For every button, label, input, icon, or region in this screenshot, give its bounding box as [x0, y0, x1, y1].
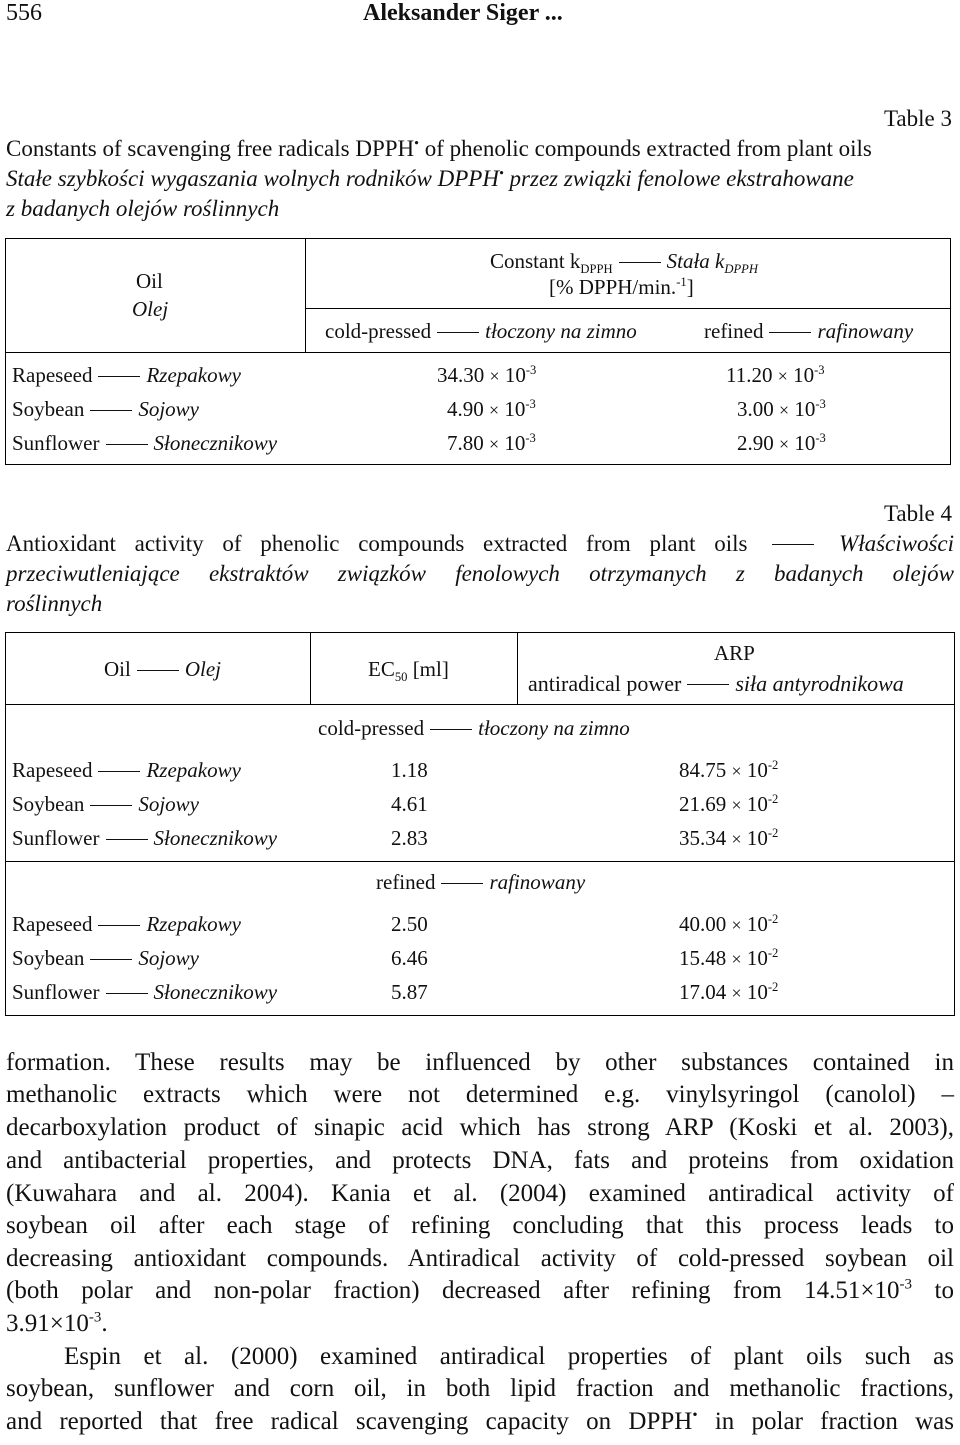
t4-row-oil: Sunflower Słonecznikowy [12, 980, 278, 1004]
t3-col-oil-en: Oil [136, 269, 163, 293]
t4-row-oil: Soybean Sojowy [12, 792, 199, 816]
body-line: and reported that free radical scavenging capacity on DPPH• in polar fraction was [6, 1407, 954, 1435]
t4-row-arp: $40.00 \times 10^{-2}$ [679, 912, 779, 936]
t4-row-ec: 2.50 [391, 912, 428, 936]
t4-row-oil: Rapeseed Rzepakowy [12, 912, 241, 936]
body-line: methanolic extracts which were not determined e.g. vinylsyringol (canolol) – [6, 1081, 954, 1108]
t4-row-oil: Rapeseed Rzepakowy [12, 758, 241, 782]
body-line: decreasing antioxidant compounds. Antiradical activity of cold-pressed soybean oil [6, 1245, 954, 1272]
t3-row-oil: Soybean Sojowy [12, 397, 199, 421]
body-line: soybean oil after each stage of refining concluding that this process leads to [6, 1212, 954, 1239]
body-line: and antibacterial properties, and protects DNA, fats and proteins from oxidation [6, 1147, 954, 1174]
t4-row-oil: Soybean Sojowy [12, 946, 199, 970]
t4-row-arp: $21.69 \times 10^{-2}$ [679, 792, 779, 816]
t4-col-arp-desc: antiradical power siła antyrodnikowa [528, 671, 904, 696]
t4-row-arp: $15.48 \times 10^{-2}$ [679, 946, 779, 970]
t4-row-ec: 1.18 [391, 758, 428, 782]
t4-row-ec: 6.46 [391, 946, 428, 970]
t3-col-refined: refined rafinowany [704, 319, 914, 343]
t3-row-oil: Sunflower Słonecznikowy [12, 431, 278, 455]
body-line: Espin et al. (2000) examined antiradical properties of plant oils such as [64, 1343, 954, 1370]
body-line: soybean, sunflower and corn oil, in both lipid fraction and methanolic fractions, [6, 1375, 954, 1402]
t3-row-cold: $34.30 \times 10^{-3}$ [437, 363, 537, 387]
t4-row-arp: $84.75 \times 10^{-2}$ [679, 758, 779, 782]
t4-col-ec: $EC_{50}$ [ml] [368, 657, 449, 685]
t3-col-oil-pl: Olej [132, 297, 169, 321]
t4-row-ec: 2.83 [391, 826, 428, 850]
t4-row-oil: Sunflower Słonecznikowy [12, 826, 278, 850]
body-line: formation. These results may be influenced by other substances contained in [6, 1049, 954, 1076]
body-line: (both polar and non-polar fraction) decreased after refining from $14.51\times 10^{-3}$ to [6, 1276, 954, 1304]
table3-caption-pl: Stałe szybkości wygaszania wolnych rodników DPPH• przez związki fenolowe ekstrahowane [6, 165, 854, 191]
t4-col-arp: ARP [714, 641, 755, 665]
t4-row-arp: $35.34 \times 10^{-2}$ [679, 826, 779, 850]
t4-section-refined: refined rafinowany [376, 870, 586, 894]
table4-caption: Antioxidant activity of phenolic compounds extracted from plant oils Właściwości [6, 531, 955, 556]
t3-row-cold: $4.90 \times 10^{-3}$ [447, 397, 536, 421]
table4-caption-3: roślinnych [6, 591, 103, 616]
t3-row-cold: $7.80 \times 10^{-3}$ [447, 431, 536, 455]
t4-row-ec: 4.61 [391, 792, 428, 816]
table4-label: Table 4 [883, 501, 952, 526]
t3-row-ref: $3.00 \times 10^{-3}$ [737, 397, 826, 421]
t3-col-unit: [% DPPH/min.$^{-1}$] [549, 275, 694, 299]
body-line: (Kuwahara and al. 2004). Kania et al. (2004) examined antiradical activity of [6, 1180, 954, 1207]
t3-col-const: Constant $k_{DPPH}$ Stała $k_{DPPH}$ [490, 249, 758, 277]
table3-label: Table 3 [883, 106, 952, 131]
t3-col-cold: cold-pressed tłoczony na zimno [325, 319, 637, 343]
t3-row-oil: Rapeseed Rzepakowy [12, 363, 241, 387]
table4-caption-2: przeciwutleniające ekstraktów związków fenolowych otrzymanych z badanych olejów [6, 561, 954, 586]
table3-caption-pl-2: z badanych olejów roślinnych [6, 196, 280, 221]
body-line: $3.91\times 10^{-3}$. [6, 1309, 108, 1337]
page-number: 556 [6, 0, 42, 26]
t3-row-ref: $2.90 \times 10^{-3}$ [737, 431, 826, 455]
t4-row-ec: 5.87 [391, 980, 428, 1004]
t4-col-oil: Oil Olej [104, 657, 221, 681]
running-head: Aleksander Siger ... [363, 0, 563, 26]
body-line: decarboxylation product of sinapic acid which has strong ARP (Koski et al. 2003), [6, 1114, 954, 1141]
table3-caption-en: Constants of scavenging free radicals DPPH• of phenolic compounds extracted from plant oils [6, 135, 872, 161]
t4-row-arp: $17.04 \times 10^{-2}$ [679, 980, 779, 1004]
t4-section-cold: cold-pressed tłoczony na zimno [318, 716, 630, 740]
t3-row-ref: $11.20 \times 10^{-3}$ [726, 363, 825, 387]
